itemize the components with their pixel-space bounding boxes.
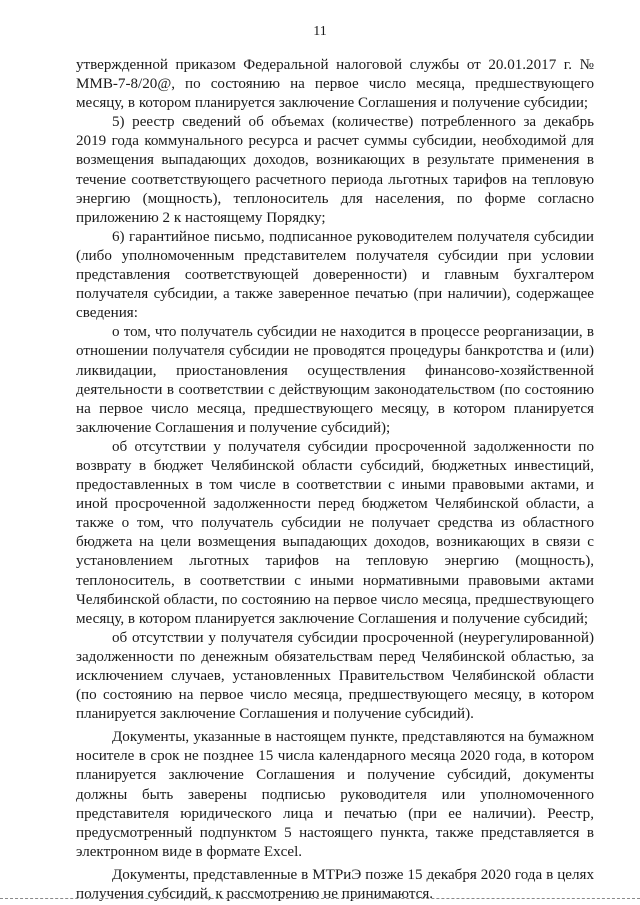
paragraph-budget-debt: об отсутствии у получателя субсидии просроченной задолженности по возврату в бюджет Челябинской области субсидий, бюджетных инвестиций, предоставленных в том числе в соответствии с иными правовыми актами, и иной просроченной задолженности перед бюджетом Челябинской области, а также о том, что получатель субсидии не получает средства из областного бюджета на цели возмещения выпадающих доходов, возникающих в связи с установлением льготных тарифов на тепловую энергию (мощность), теплоноситель, в соответствии с иными нормативными правовыми актами Челябинской области, по состоянию на первое число месяца, предшествующего месяцу, в котором планируется заключение Соглашения и получение субсидий; xyxy=(76,438,594,627)
paragraph-item-5: 5) реестр сведений об объемах (количестве) потребленного за декабрь 2019 года коммунального ресурса и расчет суммы субсидии, необходимой для возмещения выпадающих доходов, возникающих в результате применения в течение соответствующего расчетного периода льготных тарифов на тепловую энергию (мощность), теплоноситель для населения, по форме согласно приложению 2 к настоящему Порядку; xyxy=(76,114,594,226)
paragraph-item-6: 6) гарантийное письмо, подписанное руководителем получателя субсидии (либо уполномоченным представителем получателя субсидии при условии представления соответствующей доверенности) и главным бухгалтером получателя субсидии, а также заверенное печатью (при наличии), содержащее сведения: xyxy=(76,228,594,322)
document-body xyxy=(76,56,594,904)
paragraph-monetary-obligations: об отсутствии у получателя субсидии просроченной (неурегулированной) задолженности по денежным обязательствам перед Челябинской областью, за исключением случаев, установленных Правительством Челябинской области (по состоянию на первое число месяца, предшествующего месяцу, в котором планируется заключение Соглашения и получение субсидий). xyxy=(76,629,594,723)
paragraph-late-documents: Документы, представленные в МТРиЭ позже 15 декабря 2020 года в целях получения субсидий, к рассмотрению не принимаются. xyxy=(76,866,594,903)
page-bottom-edge xyxy=(0,898,640,899)
paragraph-documents-submission: Документы, указанные в настоящем пункте, представляются на бумажном носителе в срок не позднее 15 числа календарного месяца 2020 года, в котором планируется заключение Соглашения и получение субсидий, документы должны быть заверены подписью руководителя или уполномоченного представителя юридического лица и печатью (при ее наличии). Реестр, предусмотренный подпунктом 5 настоящего пункта, также представляется в электронном виде в формате Excel. xyxy=(76,729,594,860)
page-number: 11 xyxy=(313,24,327,39)
paragraph-reorganization: о том, что получатель субсидии не находится в процессе реорганизации, в отношении получателя субсидии не проводятся процедуры банкротства и (или) ликвидации, приостановления осуществления финансово-хозяйственной деятельности в соответствии с действующим законодательством (по состоянию на первое число месяца, предшествующего месяцу, в котором планируется заключение Соглашения и получение субсидий); xyxy=(76,324,594,436)
paragraph-continuation: утвержденной приказом Федеральной налоговой службы от 20.01.2017 г. № ММВ-7-8/20@, по состоянию на первое число месяца, предшествующего месяцу, в котором планируется заключение Соглашения и получение субсидии; xyxy=(76,57,594,112)
